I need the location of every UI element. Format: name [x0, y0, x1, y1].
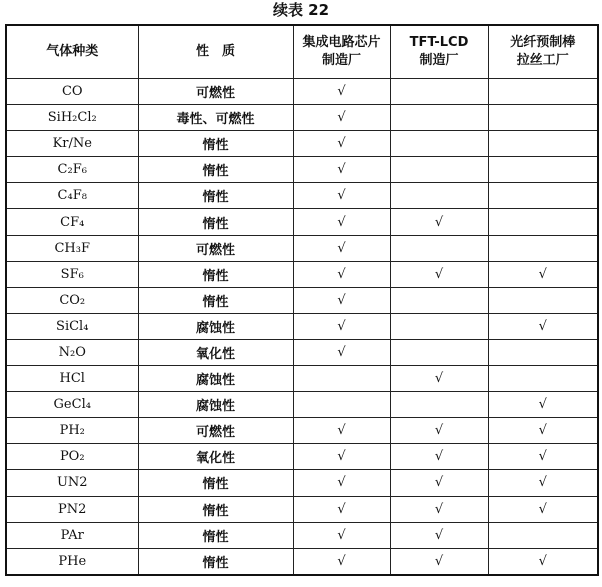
ic-fab-cell: √	[293, 496, 390, 522]
tft-lcd-cell: √	[390, 418, 488, 444]
tft-lcd-cell	[390, 131, 488, 157]
gas-cell: PHe	[6, 548, 138, 575]
fiber-plant-cell: √	[488, 470, 598, 496]
table-row	[6, 287, 598, 313]
fiber-plant-cell: √	[488, 548, 598, 575]
table-row	[6, 548, 598, 575]
property-cell: 腐蚀性	[138, 313, 293, 339]
property-cell: 惰性	[138, 470, 293, 496]
fiber-plant-cell: √	[488, 444, 598, 470]
property-cell: 惰性	[138, 287, 293, 313]
fiber-plant-cell	[488, 157, 598, 183]
tft-lcd-cell	[390, 392, 488, 418]
gas-cell: C₂F₆	[6, 157, 138, 183]
header-row	[6, 25, 598, 79]
tft-lcd-cell	[390, 339, 488, 365]
property-cell: 惰性	[138, 261, 293, 287]
ic-fab-cell: √	[293, 157, 390, 183]
tft-lcd-cell: √	[390, 470, 488, 496]
header-property: 性 质	[138, 25, 293, 79]
table-caption: 续表 22	[272, 1, 330, 19]
tft-lcd-cell: √	[390, 522, 488, 548]
gas-cell: CO₂	[6, 287, 138, 313]
fiber-plant-cell: √	[488, 496, 598, 522]
table-row	[6, 183, 598, 209]
property-cell: 可燃性	[138, 79, 293, 105]
property-cell: 毒性、可燃性	[138, 105, 293, 131]
gas-cell: CO	[6, 79, 138, 105]
tft-lcd-cell	[390, 157, 488, 183]
ic-fab-cell: √	[293, 418, 390, 444]
ic-fab-cell: √	[293, 79, 390, 105]
fiber-plant-cell	[488, 105, 598, 131]
table-row	[6, 496, 598, 522]
tft-lcd-cell	[390, 105, 488, 131]
ic-fab-cell: √	[293, 235, 390, 261]
ic-fab-cell	[293, 392, 390, 418]
gas-cell: CF₄	[6, 209, 138, 235]
header-gas-type: 气体种类	[6, 25, 138, 79]
gas-cell: GeCl₄	[6, 392, 138, 418]
gas-cell: HCl	[6, 366, 138, 392]
property-cell: 惰性	[138, 209, 293, 235]
ic-fab-cell: √	[293, 470, 390, 496]
property-cell: 可燃性	[138, 235, 293, 261]
table-row	[6, 339, 598, 365]
header-ic-fab: 集成电路芯片 制造厂	[293, 25, 390, 79]
ic-fab-cell: √	[293, 105, 390, 131]
table-row	[6, 366, 598, 392]
table-row	[6, 209, 598, 235]
property-cell: 惰性	[138, 522, 293, 548]
fiber-plant-cell	[488, 339, 598, 365]
gas-cell: N₂O	[6, 339, 138, 365]
header-fiber-plant: 光纤预制棒 拉丝工厂	[488, 25, 598, 79]
property-cell: 惰性	[138, 157, 293, 183]
ic-fab-cell: √	[293, 131, 390, 157]
tft-lcd-cell: √	[390, 366, 488, 392]
fiber-plant-cell	[488, 183, 598, 209]
property-cell: 惰性	[138, 131, 293, 157]
gas-cell: PAr	[6, 522, 138, 548]
ic-fab-cell: √	[293, 183, 390, 209]
table-row	[6, 522, 598, 548]
ic-fab-cell: √	[293, 313, 390, 339]
table-row	[6, 418, 598, 444]
table-row	[6, 79, 598, 105]
gas-cell: CH₃F	[6, 235, 138, 261]
property-cell: 可燃性	[138, 418, 293, 444]
gas-cell: SiH₂Cl₂	[6, 105, 138, 131]
property-cell: 惰性	[138, 496, 293, 522]
table-row	[6, 235, 598, 261]
gas-cell: SiCl₄	[6, 313, 138, 339]
fiber-plant-cell	[488, 235, 598, 261]
gas-cell: C₄F₈	[6, 183, 138, 209]
gas-cell: PO₂	[6, 444, 138, 470]
table-row	[6, 444, 598, 470]
table-row	[6, 470, 598, 496]
ic-fab-cell: √	[293, 339, 390, 365]
fiber-plant-cell	[488, 79, 598, 105]
fiber-plant-cell: √	[488, 261, 598, 287]
tft-lcd-cell	[390, 287, 488, 313]
gas-cell: Kr/Ne	[6, 131, 138, 157]
gas-cell: PN2	[6, 496, 138, 522]
tft-lcd-cell: √	[390, 548, 488, 575]
property-cell: 氧化性	[138, 339, 293, 365]
property-cell: 腐蚀性	[138, 392, 293, 418]
gas-cell: PH₂	[6, 418, 138, 444]
ic-fab-cell	[293, 366, 390, 392]
property-cell: 惰性	[138, 183, 293, 209]
table-row	[6, 157, 598, 183]
fiber-plant-cell	[488, 366, 598, 392]
tft-lcd-cell	[390, 313, 488, 339]
gas-usage-table	[5, 24, 599, 576]
ic-fab-cell: √	[293, 444, 390, 470]
tft-lcd-cell	[390, 79, 488, 105]
property-cell: 惰性	[138, 548, 293, 575]
fiber-plant-cell: √	[488, 392, 598, 418]
fiber-plant-cell	[488, 522, 598, 548]
ic-fab-cell: √	[293, 522, 390, 548]
table-row	[6, 392, 598, 418]
ic-fab-cell: √	[293, 287, 390, 313]
header-tft-lcd: TFT-LCD 制造厂	[390, 25, 488, 79]
ic-fab-cell: √	[293, 548, 390, 575]
fiber-plant-cell: √	[488, 418, 598, 444]
table-row	[6, 261, 598, 287]
fiber-plant-cell: √	[488, 313, 598, 339]
property-cell: 氧化性	[138, 444, 293, 470]
gas-cell: SF₆	[6, 261, 138, 287]
tft-lcd-cell	[390, 235, 488, 261]
fiber-plant-cell	[488, 131, 598, 157]
table-row	[6, 105, 598, 131]
tft-lcd-cell	[390, 183, 488, 209]
tft-lcd-cell: √	[390, 496, 488, 522]
gas-cell: UN2	[6, 470, 138, 496]
fiber-plant-cell	[488, 287, 598, 313]
property-cell: 腐蚀性	[138, 366, 293, 392]
fiber-plant-cell	[488, 209, 598, 235]
tft-lcd-cell: √	[390, 261, 488, 287]
tft-lcd-cell: √	[390, 444, 488, 470]
ic-fab-cell: √	[293, 209, 390, 235]
table-row	[6, 131, 598, 157]
table-row	[6, 313, 598, 339]
ic-fab-cell: √	[293, 261, 390, 287]
tft-lcd-cell: √	[390, 209, 488, 235]
